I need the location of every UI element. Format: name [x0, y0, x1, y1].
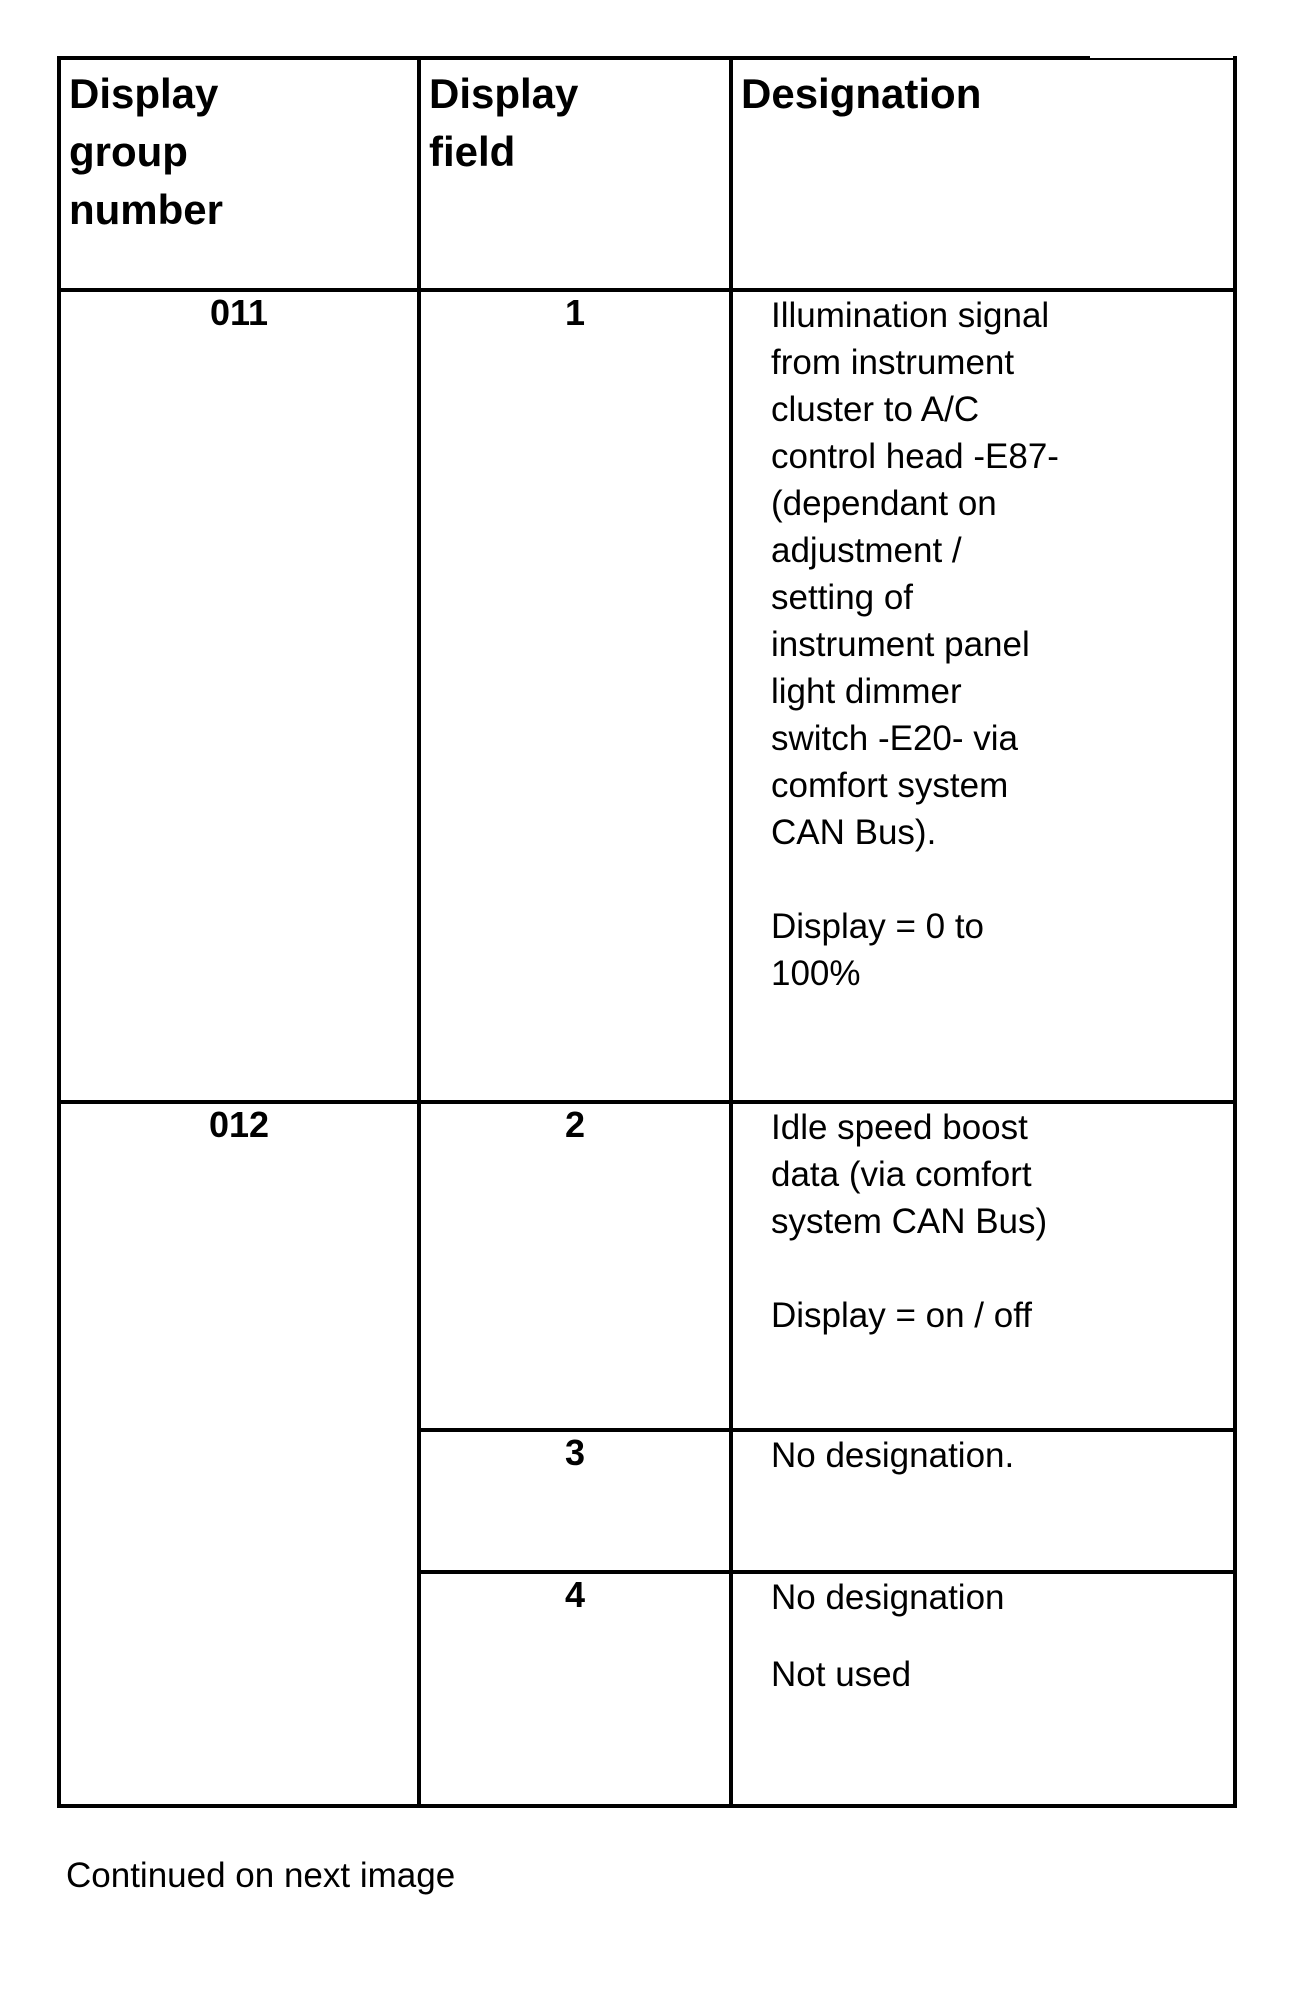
field-number-cell: 4 [419, 1572, 731, 1806]
designation-text: No designation [771, 1578, 1005, 1617]
group-number-cell: 011 [59, 290, 419, 1102]
display-range-text: Display = 0 to 100% [771, 907, 985, 993]
designation-text: Illumination signal from instrument cluster to A/C control head -E87- (dependant on adjustment / setting of instrument panel light dimmer switch -E20- via comfort system CAN Bus). [771, 296, 1059, 852]
table-row [59, 290, 1235, 1102]
designation-cell [731, 290, 1235, 1102]
designation-cell [731, 1572, 1235, 1806]
table-header-row [59, 58, 1235, 290]
designation-text: No designation. [771, 1436, 1015, 1475]
designation-text: Idle speed boost data (via comfort system CAN Bus) [771, 1108, 1048, 1241]
field-number-cell: 2 [419, 1102, 731, 1430]
border-gap [1090, 56, 1233, 58]
designation-cell [731, 1102, 1235, 1430]
header-display-group-number: Display group number [59, 58, 419, 290]
field-number-cell: 1 [419, 290, 731, 1102]
continuation-note: Continued on next image [66, 1856, 456, 1895]
header-designation: Designation [731, 58, 1235, 290]
designation-cell [731, 1430, 1235, 1572]
display-range-text: Display = on / off [771, 1296, 1033, 1335]
display-group-table [57, 56, 1237, 1808]
field-number-cell: 3 [419, 1430, 731, 1572]
header-display-field: Display field [419, 58, 731, 290]
table-row [59, 1102, 1235, 1430]
group-number-cell: 012 [59, 1102, 419, 1806]
usage-note-text: Not used [771, 1655, 912, 1694]
